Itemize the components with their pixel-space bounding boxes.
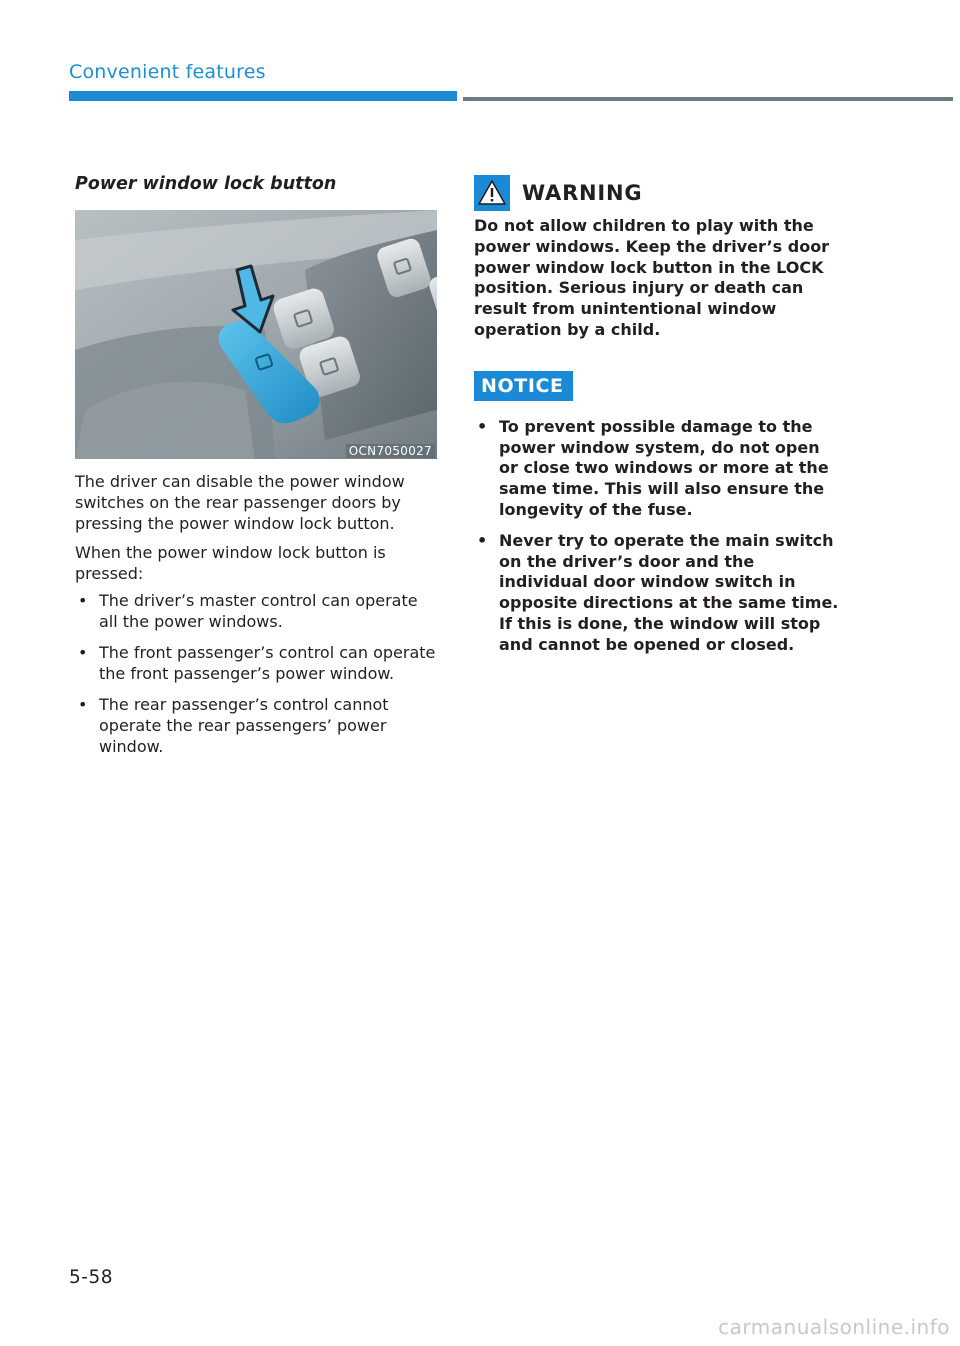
section-heading: Power window lock button bbox=[75, 174, 337, 194]
list-item: • Never try to operate the main switch on the driver’s door and the individual door window switch in opposite directions at the same time. If this is done, the window will stop and cannot be opened or closed. bbox=[474, 531, 844, 656]
figure-code: OCN7050027 bbox=[346, 444, 435, 458]
left-column bbox=[75, 172, 437, 767]
list-item: • The rear passenger’s control cannot operate the rear passengers’ power window. bbox=[75, 694, 437, 757]
header-rule-blue bbox=[69, 91, 457, 101]
list-item: • The front passenger’s control can operate the front passenger’s power window. bbox=[75, 642, 437, 684]
window-lock-figure bbox=[75, 210, 437, 459]
warning-header bbox=[474, 174, 844, 212]
lock-effects-list bbox=[75, 590, 437, 757]
right-column bbox=[474, 172, 844, 666]
body-paragraph-2: When the power window lock button is pressed: bbox=[75, 543, 386, 583]
notice-label: NOTICE bbox=[474, 371, 573, 401]
door-panel-illustration bbox=[75, 210, 437, 459]
page-number: 5-58 bbox=[69, 1267, 113, 1288]
warning-label: WARNING bbox=[522, 181, 643, 205]
body-paragraph-1: The driver can disable the power window switches on the rear passenger doors by pressing the power window lock button. bbox=[75, 472, 405, 533]
list-item: • To prevent possible damage to the power window system, do not open or close two windows or more at the same time. This will also ensure the longevity of the fuse. bbox=[474, 417, 844, 521]
warning-text: Do not allow children to play with the power windows. Keep the driver’s door power window lock button in the LOCK position. Serious injury or death can result from unintentional window operation by a child. bbox=[474, 216, 830, 339]
warning-icon bbox=[474, 175, 510, 211]
watermark-text: carmanualsonline.info bbox=[718, 1315, 950, 1339]
header-rule-gray bbox=[463, 97, 953, 101]
notice-list bbox=[474, 417, 844, 656]
section-header-title: Convenient features bbox=[69, 61, 266, 83]
list-item: • The driver’s master control can operate all the power windows. bbox=[75, 590, 437, 632]
